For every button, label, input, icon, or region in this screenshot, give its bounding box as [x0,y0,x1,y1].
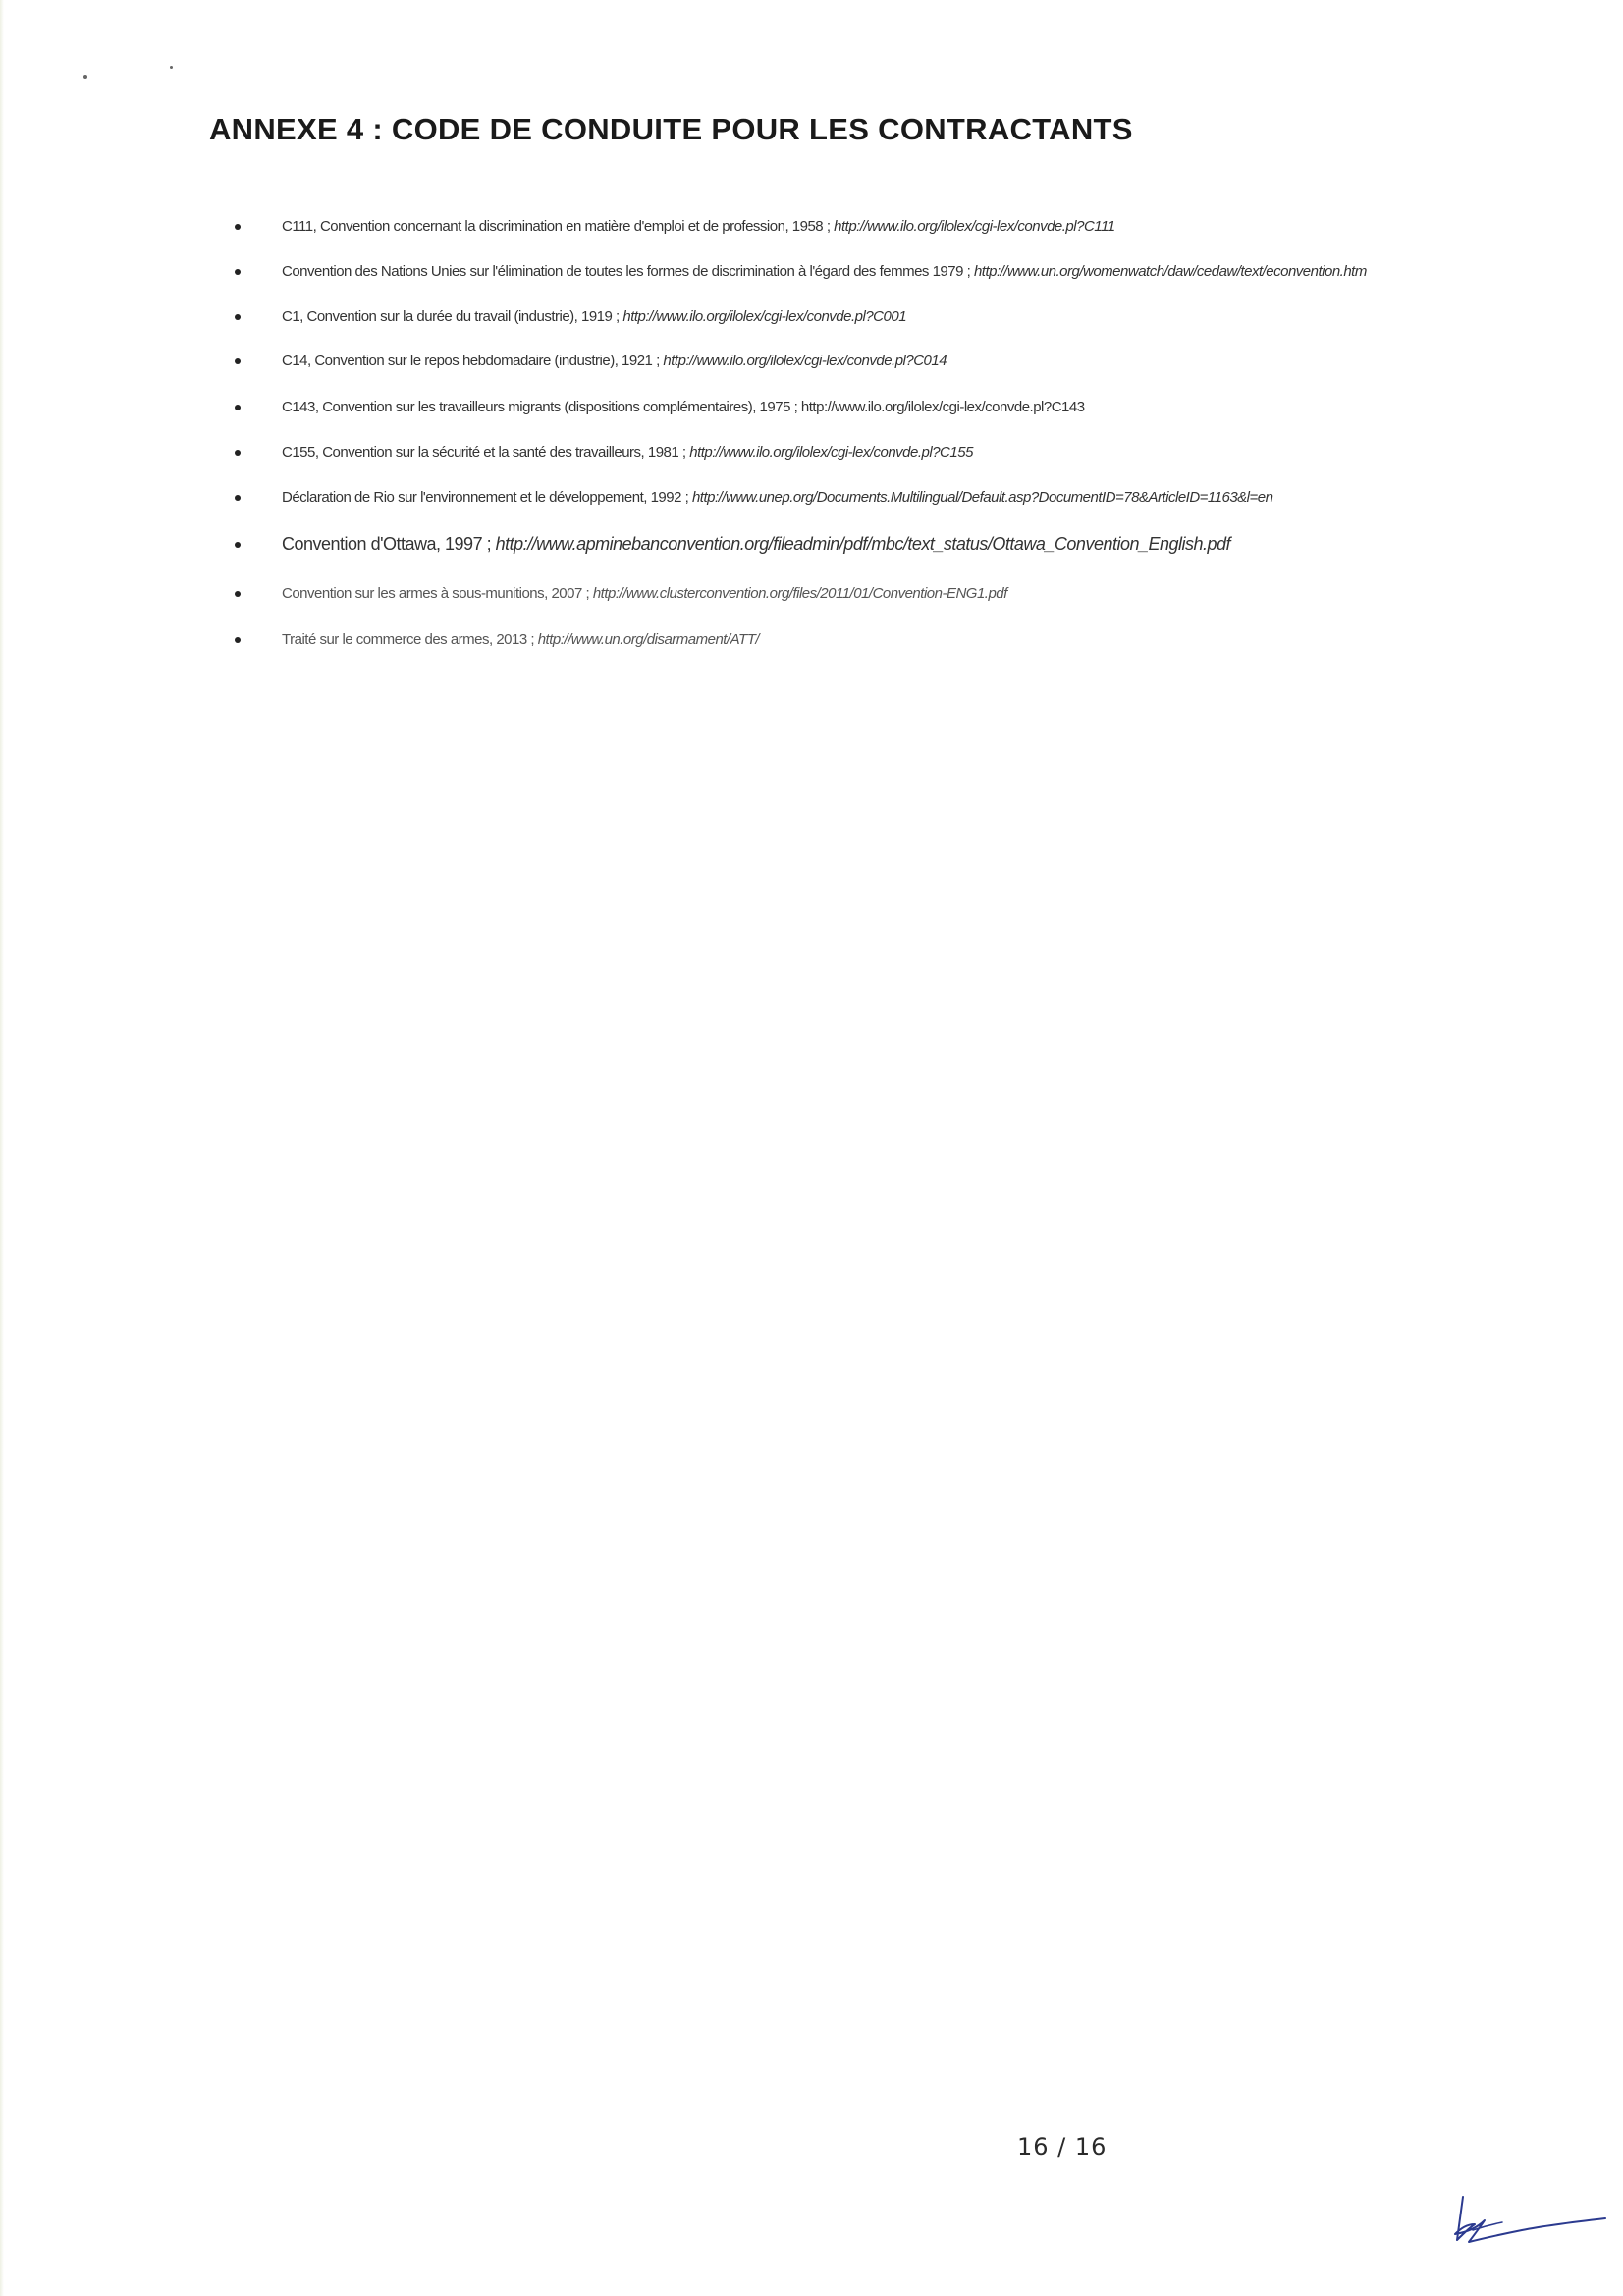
reference-title: Traité sur le commerce des armes, 2013 ; [282,631,538,648]
reference-title: Déclaration de Rio sur l'environnement et le développement, 1992 ; [282,489,692,506]
reference-url: http://www.ilo.org/ilolex/cgi-lex/convde.pl?C111 [834,218,1115,235]
reference-title: Convention des Nations Unies sur l'élimination de toutes les formes de discrimination à l'égard des femmes 1979 ; [282,263,974,280]
reference-title: C143, Convention sur les travailleurs migrants (dispositions complémentaires), 1975 ; http://www.ilo.org/ilolex/cgi-lex/convde.pl?C143 [282,399,1085,415]
reference-url: http://www.clusterconvention.org/files/2011/01/Convention-ENG1.pdf [592,585,1007,602]
handwritten-signature [1434,2185,1620,2254]
reference-title: C111, Convention concernant la discrimination en matière d'emploi et de profession, 1958 ; [282,218,835,235]
reference-title: C14, Convention sur le repos hebdomadaire (industrie), 1921 ; [282,353,664,369]
reference-url: http://www.ilo.org/ilolex/cgi-lex/convde.pl?C014 [663,353,947,369]
scan-speck [170,66,173,69]
reference-url: http://www.un.org/womenwatch/daw/cedaw/text/econvention.htm [973,263,1367,280]
bullet-icon [235,450,241,456]
annex-heading: ANNEXE 4 : CODE DE CONDUITE POUR LES CONTRACTANTS [209,111,1133,146]
bullet-icon [235,405,241,410]
scan-speck [83,75,87,79]
reference-title: Convention sur les armes à sous-munitions, 2007 ; [282,585,593,602]
scan-edge-shade [0,0,4,2296]
bullet-icon [235,495,241,501]
bullet-icon [235,314,241,320]
reference-title: C155, Convention sur la sécurité et la santé des travailleurs, 1981 ; [282,444,690,461]
reference-url: http://www.apminebanconvention.org/fileadmin/pdf/mbc/text_status/Ottawa_Convention_English.pdf [495,534,1231,554]
bullet-icon [235,591,241,597]
reference-url: http://www.un.org/disarmament/ATT/ [537,631,760,648]
reference-url: http://www.ilo.org/ilolex/cgi-lex/convde.pl?C001 [622,308,907,325]
reference-title: C1, Convention sur la durée du travail (industrie), 1919 ; [282,308,623,325]
bullet-icon [235,269,241,275]
reference-title: Convention d'Ottawa, 1997 ; [282,534,496,554]
bullet-icon [235,637,241,643]
bullet-icon [235,358,241,364]
bullet-icon [235,542,241,548]
page-number: 16 / 16 [1017,2133,1108,2160]
bullet-icon [235,224,241,230]
reference-url: http://www.ilo.org/ilolex/cgi-lex/convde.pl?C155 [689,444,973,461]
reference-url: http://www.unep.org/Documents.Multilingual/Default.asp?DocumentID=78&ArticleID=1163&l=en [691,489,1273,506]
faint-stamp-mark [1216,2117,1412,2133]
